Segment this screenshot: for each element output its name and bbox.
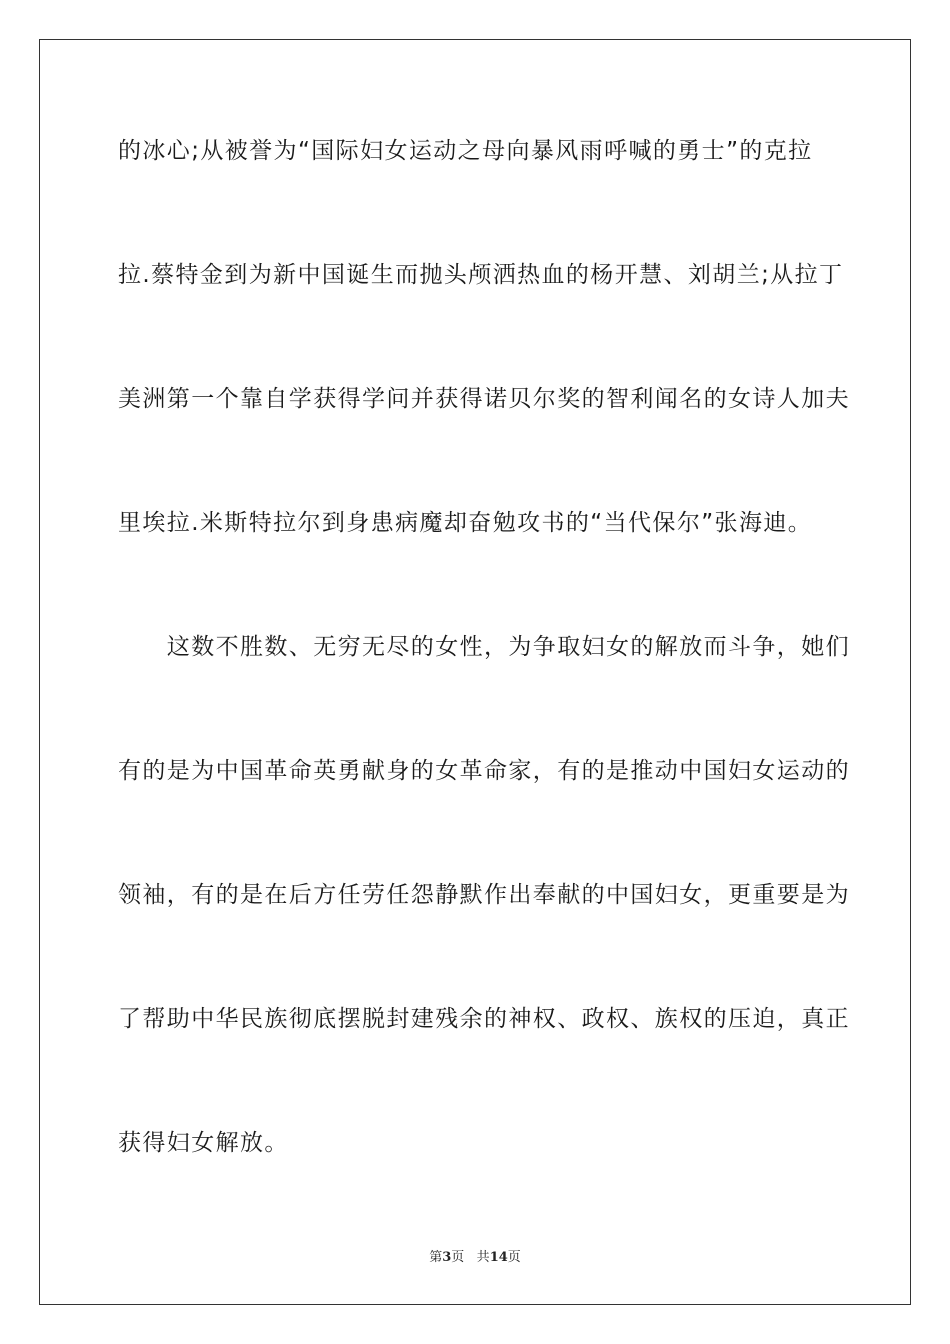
body-text-line-7: 领袖，有的是在后方任劳任怨静默作出奉献的中国妇女，更重要是为 — [118, 882, 850, 908]
body-text-line-1: 的冰心;从被誉为“国际妇女运动之母向暴风雨呼喊的勇士”的克拉 — [118, 138, 813, 164]
page-footer — [0, 1246, 950, 1265]
body-text-line-4: 里埃拉.米斯特拉尔到身患病魔却奋勉攻书的“当代保尔”张海迪。 — [118, 510, 813, 536]
body-text-line-5: 这数不胜数、无穷无尽的女性，为争取妇女的解放而斗争，她们 — [118, 634, 850, 660]
footer-total-suffix: 页 — [507, 1250, 521, 1265]
footer-page-suffix: 页 — [451, 1250, 465, 1265]
footer-page-number: 3 — [442, 1250, 452, 1265]
footer-total-pages: 14 — [489, 1250, 508, 1265]
body-text-line-6: 有的是为中国革命英勇献身的女革命家，有的是推动中国妇女运动的 — [118, 758, 850, 784]
body-text-line-2: 拉.蔡特金到为新中国诞生而抛头颅洒热血的杨开慧、刘胡兰;从拉丁 — [118, 262, 844, 288]
footer-page-prefix: 第 — [429, 1250, 443, 1265]
body-text-line-3: 美洲第一个靠自学获得学问并获得诺贝尔奖的智利闻名的女诗人加夫 — [118, 386, 850, 412]
body-text-line-9: 获得妇女解放。 — [118, 1130, 289, 1156]
body-text-line-8: 了帮助中华民族彻底摆脱封建残余的神权、政权、族权的压迫，真正 — [118, 1006, 850, 1032]
page-border — [39, 39, 911, 1305]
footer-total-prefix: 共 — [476, 1250, 490, 1265]
